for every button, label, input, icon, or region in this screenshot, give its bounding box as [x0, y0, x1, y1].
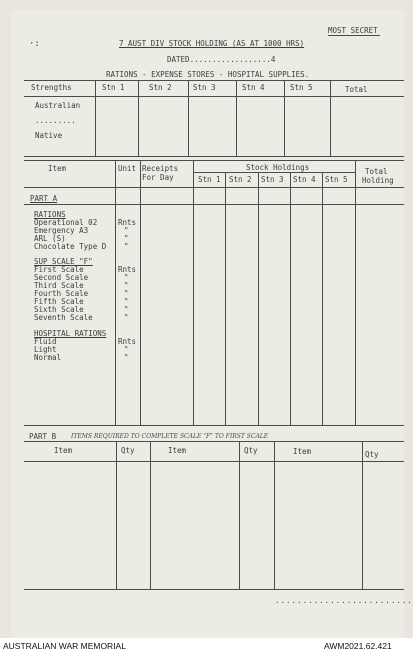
strengths-col-stn3: Stn 3 — [193, 83, 216, 92]
strengths-col-stn5: Stn 5 — [290, 83, 313, 92]
strengths-col-stn2: Stn 2 — [149, 83, 172, 92]
list-item: Chocolate Type D — [34, 242, 107, 251]
classification-underline — [328, 35, 380, 36]
part-b-col-item-1: Item — [54, 446, 73, 455]
list-item: Emergency A3 — [34, 226, 89, 235]
part-b-col-qty-2: Qty — [244, 446, 258, 455]
holdings-col-item: Item — [48, 164, 67, 173]
holdings-col-stock: Stock Holdings — [246, 163, 310, 172]
document-title: 7 AUST DIV STOCK HOLDING (AS AT 1000 HRS) — [119, 39, 305, 48]
unit-cell: " — [124, 289, 129, 298]
unit-cell: " — [124, 313, 129, 322]
dated-line: DATED..................4 — [167, 55, 276, 64]
unit-cell: " — [124, 242, 129, 251]
holdings-col-unit: Unit — [118, 164, 137, 173]
holdings-col-total-1: Total — [365, 167, 388, 176]
list-item: Fluid — [34, 337, 57, 346]
group-heading-hospital-rations: HOSPITAL RATIONS — [34, 329, 107, 338]
unit-cell: " — [124, 297, 129, 306]
strengths-row-australian: Australian — [35, 101, 81, 110]
list-item: ARL (S) — [34, 234, 66, 243]
part-b-col-item-3: Item — [293, 447, 312, 456]
part-b-col-qty-1: Qty — [121, 446, 135, 455]
group-heading-rations: RATIONS — [34, 210, 66, 219]
unit-cell: " — [124, 345, 129, 354]
archive-footer — [0, 638, 413, 653]
holdings-col-receipts-1: Receipts — [142, 164, 179, 173]
holdings-col-stn4: Stn 4 — [293, 175, 316, 184]
list-item: Seventh Scale — [34, 313, 93, 322]
list-item: Sixth Scale — [34, 305, 84, 314]
strengths-col-total: Total — [345, 85, 368, 94]
footer-accession-number: AWM2021.62.421 — [324, 641, 392, 651]
strengths-row-dotted: ......... — [35, 116, 76, 125]
unit-cell: " — [124, 226, 129, 235]
unit-cell: Rnts — [118, 218, 137, 227]
document-subtitle: RATIONS - EXPENSE STORES - HOSPITAL SUPPLIES. — [106, 70, 310, 79]
unit-cell: " — [124, 281, 129, 290]
list-item: Fourth Scale — [34, 289, 89, 298]
unit-cell: " — [124, 273, 129, 282]
part-b-handwritten-note: ITEMS REQUIRED TO COMPLETE SCALE "F" TO FIRST SCALE — [71, 433, 269, 440]
part-a-label: PART A — [30, 194, 58, 203]
part-b-label: PART B — [29, 432, 57, 441]
holdings-col-stn5: Stn 5 — [325, 175, 348, 184]
list-item: Normal — [34, 353, 62, 362]
list-item: Operational 02 — [34, 218, 98, 227]
list-item: Light — [34, 345, 57, 354]
unit-cell: " — [124, 353, 129, 362]
strengths-row-native: Native — [35, 131, 63, 140]
strengths-col-stn4: Stn 4 — [242, 83, 265, 92]
unit-cell: Rnts — [118, 337, 137, 346]
unit-cell: " — [124, 234, 129, 243]
corner-mark: ·: — [29, 39, 40, 49]
unit-cell: " — [124, 305, 129, 314]
group-heading-sup-scale: SUP SCALE "F" — [34, 257, 93, 266]
holdings-col-stn3: Stn 3 — [261, 175, 284, 184]
list-item: Third Scale — [34, 281, 84, 290]
strengths-col-stn1: Stn 1 — [102, 83, 125, 92]
classification-label: MOST SECRET — [328, 26, 378, 35]
footer-institution: AUSTRALIAN WAR MEMORIAL — [3, 641, 126, 651]
list-item: Second Scale — [34, 273, 89, 282]
holdings-col-stn2: Stn 2 — [229, 175, 252, 184]
part-b-col-item-2: Item — [168, 446, 187, 455]
strengths-label: Strengths — [31, 83, 72, 92]
holdings-col-total-2: Holding — [362, 176, 394, 185]
signature-dotted-line: ························· — [275, 598, 413, 607]
holdings-col-stn1: Stn 1 — [198, 175, 221, 184]
holdings-col-receipts-2: For Day — [142, 173, 174, 182]
part-b-col-qty-3: Qty — [365, 450, 379, 459]
unit-cell: Rnts — [118, 265, 137, 274]
list-item: First Scale — [34, 265, 84, 274]
list-item: Fifth Scale — [34, 297, 84, 306]
